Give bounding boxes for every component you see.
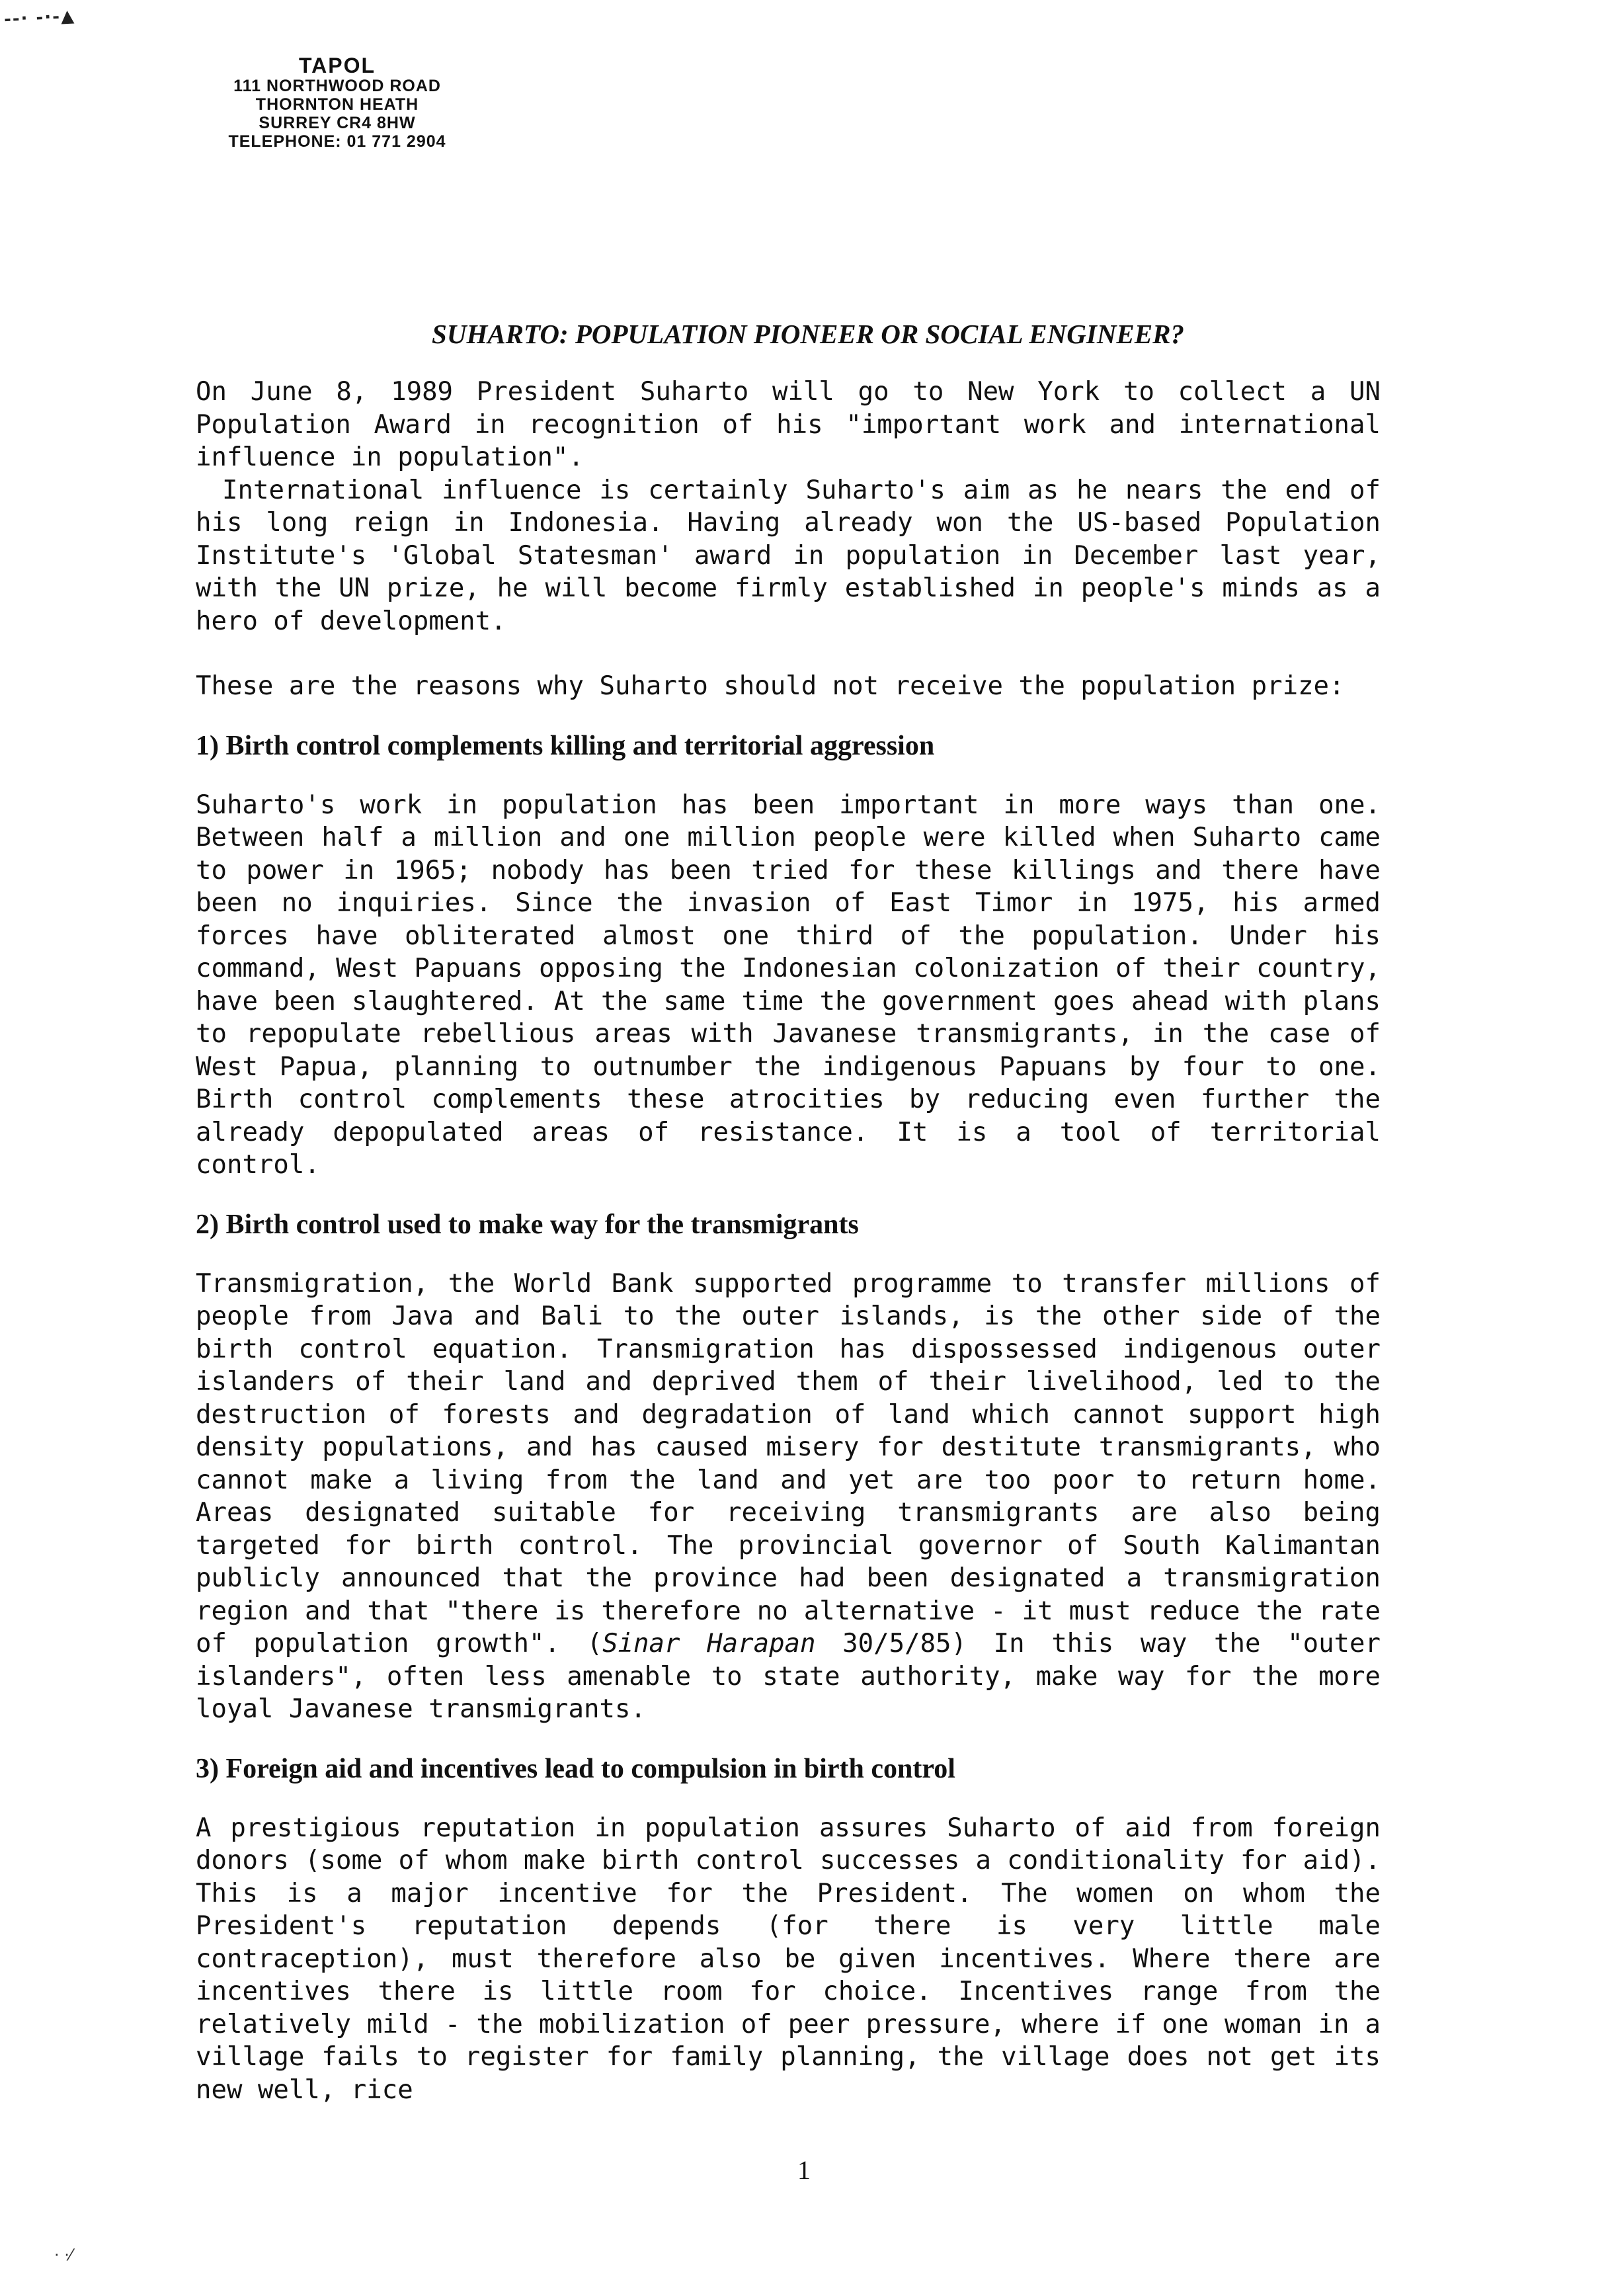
letterhead-address-line: SURREY CR4 8HW bbox=[259, 114, 416, 132]
section-paragraph bbox=[196, 1268, 1381, 1726]
intro-paragraph: These are the reasons why Suharto should not receive the population prize: bbox=[196, 671, 1345, 701]
section-paragraph: A prestigious reputation in population assures Suharto of aid from foreign donors (some of whom make birth control successes a conditionality for aid). This is a major incentive for the President. The women on whom the President's reputation depends (for there is very little male contraception), must therefore also be given incentives. Where there are incentives there is little room for choice. Incentives range from the relatively mild - the mobilization of peer pressure, where if one woman in a village fails to register for family planning, the village does not get its new well, rice bbox=[196, 1813, 1381, 2105]
document-title: SUHARTO: POPULATION PIONEER OR SOCIAL ENGINEER? bbox=[432, 319, 1184, 349]
page-number: 1 bbox=[797, 2155, 811, 2185]
citation-source: Sinar Harapan bbox=[602, 1629, 816, 1659]
scan-artifact-mark: --· -·-▲ bbox=[3, 6, 76, 30]
paragraph-text: Transmigration, the World Bank supported programme to transfer millions of people from Java and Bali to the outer islands, is the other side of the birth control equation. Transmigration has dispossessed indigenous outer islanders of their land and deprived them of their livelihood, led to the destruction of forests and degradation of land which cannot support high density populations, and has caused misery for destitute transmigrants, who cannot make a living from the land and yet are too poor to return home. Areas designated suitable for receiving transmigrants are also being targeted for birth control. The provincial governor of South Kalimantan publicly announced that the province had been designated a transmigration region and that "there is therefore no alternative - it must reduce the rate of population growth". ( bbox=[196, 1268, 1381, 1659]
letterhead-telephone: TELEPHONE: 01 771 2904 bbox=[228, 132, 446, 151]
letterhead bbox=[185, 54, 489, 151]
letterhead-address-line: THORNTON HEATH bbox=[255, 95, 419, 114]
section-heading: 3) Foreign aid and incentives lead to compulsion in birth control bbox=[196, 1753, 955, 1784]
scan-artifact-mark: · ·⁄ bbox=[54, 2246, 72, 2264]
section-heading: 2) Birth control used to make way for the transmigrants bbox=[196, 1209, 859, 1240]
document-body bbox=[196, 317, 1381, 2106]
intro-paragraph: On June 8, 1989 President Suharto will go to New York to collect a UN Population Award in recognition of his "important work and international influence in population". bbox=[196, 377, 1381, 472]
intro-paragraph: International influence is certainly Suharto's aim as he nears the end of his long reign in Indonesia. Having already won the US-based Population Institute's 'Global Statesman' award in population in December last year, with the UN prize, he will become firmly established in people's minds as a hero of development. bbox=[196, 475, 1381, 636]
paragraph-text: 30/5/85) In this way the "outer islanders", often less amenable to state authority, make way for the more loyal Javanese transmigrants. bbox=[196, 1629, 1381, 1724]
section-paragraph: Suharto's work in population has been important in more ways than one. Between half a million and one million people were killed when Suharto came to power in 1965; nobody has been tried for these killings and there have been no inquiries. Since the invasion of East Timor in 1975, his armed forces have obliterated almost one third of the population. Under his command, West Papuans opposing the Indonesian colonization of their country, have been slaughtered. At the same time the government goes ahead with plans to repopulate rebellious areas with Javanese transmigrants, in the case of West Papua, planning to outnumber the indigenous Papuans by four to one. Birth control complements these atrocities by reducing even further the already depopulated areas of resistance. It is a tool of territorial control. bbox=[196, 790, 1381, 1180]
letterhead-org: TAPOL bbox=[298, 54, 376, 77]
section-heading: 1) Birth control complements killing and territorial aggression bbox=[196, 730, 935, 761]
letterhead-address-line: 111 NORTHWOOD ROAD bbox=[233, 77, 441, 95]
